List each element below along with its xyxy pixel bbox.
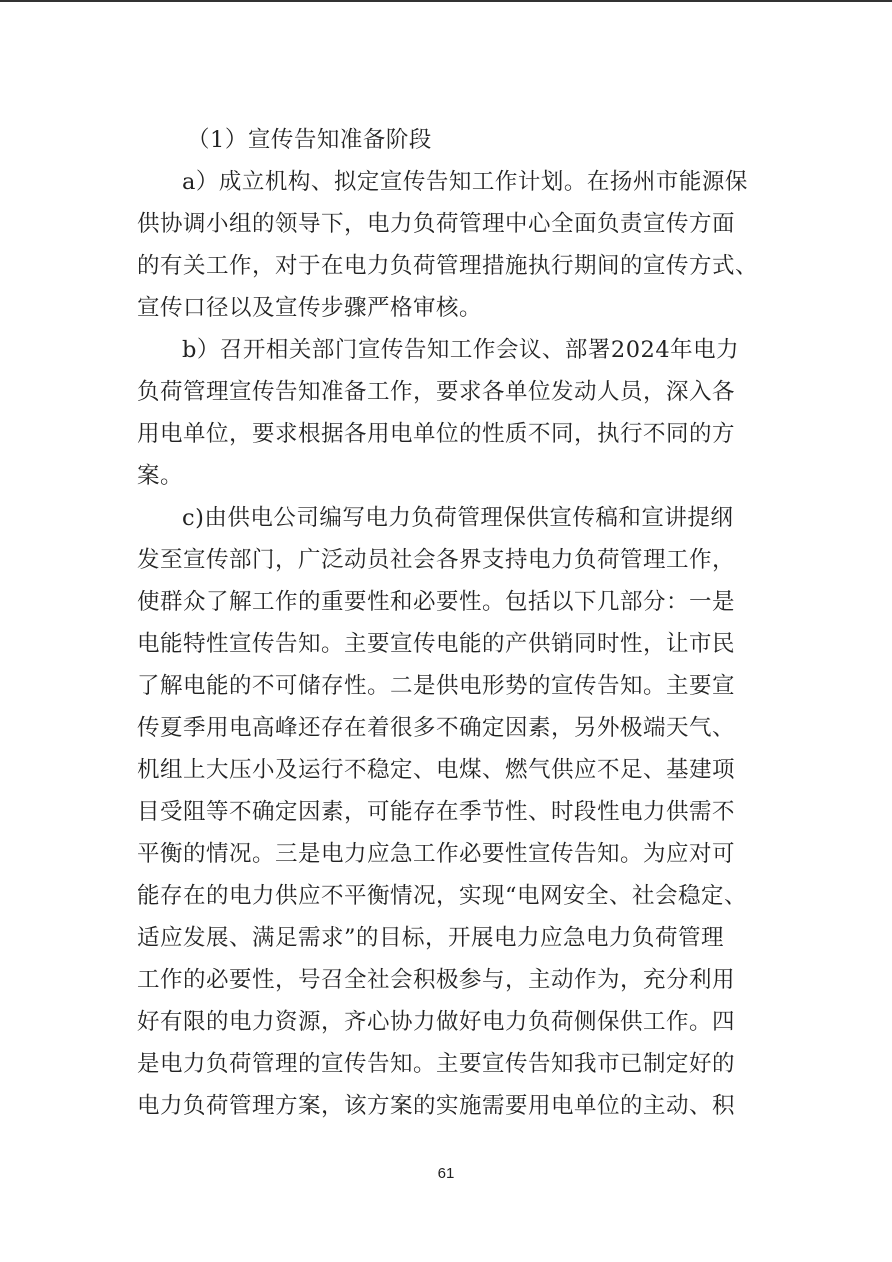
- paragraph-line: 是电力负荷管理的宣传告知。主要宣传告知我市已制定好的: [137, 1051, 736, 1077]
- paragraph-a: [137, 161, 762, 329]
- paragraph-line: 负荷管理宣传告知准备工作，要求各单位发动人员，深入各: [137, 379, 736, 405]
- paragraph-line: 用电单位，要求根据各用电单位的性质不同，执行不同的方: [137, 421, 736, 447]
- page-top-border: [0, 0, 892, 2]
- page-number: 61: [437, 1165, 455, 1182]
- paragraph-line: 平衡的情况。三是电力应急工作必要性宣传告知。为应对可: [137, 841, 736, 867]
- section-heading: （1）宣传告知准备阶段: [187, 127, 432, 153]
- paragraph-b: [137, 329, 762, 497]
- paragraph-line: 机组上大压小及运行不稳定、电煤、燃气供应不足、基建项: [137, 757, 736, 783]
- paragraph-line: 能存在的电力供应不平衡情况，实现“电网安全、社会稳定、: [137, 883, 748, 909]
- paragraph-line: 电力负荷管理方案，该方案的实施需要用电单位的主动、积: [137, 1093, 736, 1119]
- paragraph-line: 案。: [137, 463, 184, 489]
- paragraph-line: 使群众了解工作的重要性和必要性。包括以下几部分：一是: [137, 589, 736, 615]
- paragraph-line: 目受阻等不确定因素，可能存在季节性、时段性电力供需不: [137, 799, 736, 825]
- document-body: [137, 119, 762, 1127]
- paragraph-line: 宣传口径以及宣传步骤严格审核。: [137, 295, 483, 321]
- paragraph-line: 发至宣传部门，广泛动员社会各界支持电力负荷管理工作，: [137, 547, 736, 573]
- paragraph-line: a）成立机构、拟定宣传告知工作计划。在扬州市能源保: [182, 169, 748, 195]
- paragraph-line: c)由供电公司编写电力负荷管理保供宣传稿和宣讲提纲: [182, 505, 734, 531]
- paragraph-line: b）召开相关部门宣传告知工作会议、部署2024年电力: [182, 337, 740, 363]
- paragraph-line: 供协调小组的领导下，电力负荷管理中心全面负责宣传方面: [137, 211, 736, 237]
- paragraph-line: 的有关工作，对于在电力负荷管理措施执行期间的宣传方式、: [137, 253, 759, 279]
- paragraph-c: [137, 497, 762, 1127]
- paragraph-line: 电能特性宣传告知。主要宣传电能的产供销同时性，让市民: [137, 631, 736, 657]
- paragraph-line: 适应发展、满足需求”的目标，开展电力应急电力负荷管理: [137, 925, 725, 951]
- paragraph-line: 好有限的电力资源，齐心协力做好电力负荷侧保供工作。四: [137, 1009, 736, 1035]
- paragraph-line: 传夏季用电高峰还存在着很多不确定因素，另外极端天气、: [137, 715, 736, 741]
- paragraph-line: 了解电能的不可储存性。二是供电形势的宣传告知。主要宣: [137, 673, 736, 699]
- paragraph-line: 工作的必要性，号召全社会积极参与，主动作为，充分利用: [137, 967, 736, 993]
